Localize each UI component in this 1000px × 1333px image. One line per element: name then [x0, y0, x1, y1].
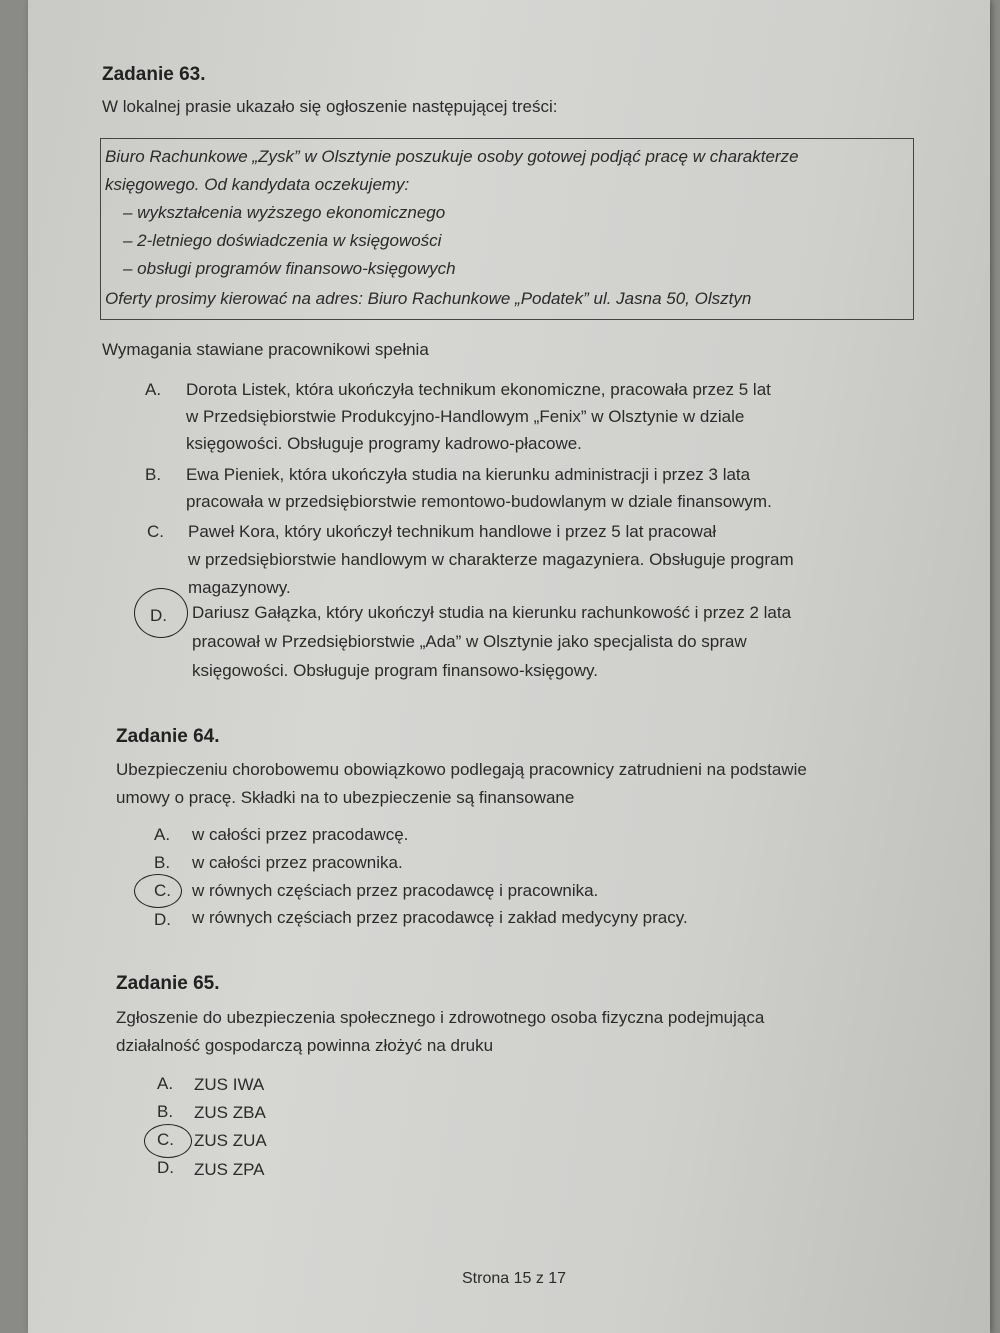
task-65-question-line: działalność gospodarczą powinna złożyć na druku	[116, 1036, 494, 1055]
task-64-option-d-letter[interactable]: D.	[154, 910, 171, 929]
task-63-option-c-line: Paweł Kora, który ukończył technikum handlowe i przez 5 lat pracował	[188, 522, 717, 541]
task-63-option-a-letter[interactable]: A.	[145, 380, 162, 399]
task-64-option-b-letter[interactable]: B.	[154, 853, 171, 872]
page-number: Strona 15 z 17	[462, 1270, 567, 1287]
ad-line: Oferty prosimy kierować na adres: Biuro Rachunkowe „Podatek” ul. Jasna 50, Olsztyn	[105, 289, 752, 308]
task-63-option-a-line: w Przedsiębiorstwie Produkcyjno-Handlowym „Fenix” w Olsztynie w dziale	[186, 407, 745, 426]
task-63-question: Wymagania stawiane pracownikowi spełnia	[102, 340, 429, 359]
task-65-option-d-letter[interactable]: D.	[157, 1158, 174, 1177]
task-63-option-c-letter[interactable]: C.	[147, 522, 164, 541]
ad-line: księgowego. Od kandydata oczekujemy:	[105, 175, 410, 194]
task-65-question-line: Zgłoszenie do ubezpieczenia społecznego i zdrowotnego osoba fizyczna podejmująca	[116, 1008, 765, 1027]
ad-line: – wykształcenia wyższego ekonomicznego	[123, 203, 446, 222]
task-65-option-a-letter[interactable]: A.	[157, 1074, 174, 1093]
task-64-title: Zadanie 64.	[116, 726, 220, 747]
ad-line: Biuro Rachunkowe „Zysk” w Olsztynie poszukuje osoby gotowej podjąć pracę w charakterze	[105, 147, 799, 166]
task-65-option-b-text: ZUS ZBA	[194, 1103, 266, 1122]
task-64-option-d-text: w równych częściach przez pracodawcę i zakład medycyny pracy.	[192, 908, 688, 927]
task-64-option-c-letter[interactable]: C.	[154, 881, 171, 900]
task-65-option-d-text: ZUS ZPA	[194, 1160, 265, 1179]
task-63-option-b-letter[interactable]: B.	[145, 465, 162, 484]
task-63-intro: W lokalnej prasie ukazało się ogłoszenie następującej treści:	[102, 97, 558, 116]
ad-line: – 2-letniego doświadczenia w księgowości	[123, 231, 442, 250]
task-65-option-a-text: ZUS IWA	[194, 1075, 265, 1094]
task-63-option-a-line: księgowości. Obsługuje programy kadrowo-płacowe.	[186, 434, 582, 453]
task-63-option-d-line: pracował w Przedsiębiorstwie „Ada” w Olsztynie jako specjalista do spraw	[192, 632, 747, 651]
task-65-title: Zadanie 65.	[116, 973, 220, 994]
task-63-option-b-line: pracowała w przedsiębiorstwie remontowo-budowlanym w dziale finansowym.	[186, 492, 772, 511]
task-64-option-a-text: w całości przez pracodawcę.	[192, 825, 409, 844]
task-63-option-d-line: księgowości. Obsługuje program finansowo-księgowy.	[192, 661, 598, 680]
task-63-option-d-line: Dariusz Gałązka, który ukończył studia na kierunku rachunkowość i przez 2 lata	[192, 603, 792, 622]
task-64-option-a-letter[interactable]: A.	[154, 825, 171, 844]
task-63-option-c-line: magazynowy.	[188, 578, 291, 597]
task-63-option-b-line: Ewa Pieniek, która ukończyła studia na kierunku administracji i przez 3 lata	[186, 465, 751, 484]
task-63-option-c-line: w przedsiębiorstwie handlowym w charakterze magazyniera. Obsługuje program	[188, 550, 794, 569]
ad-line: – obsługi programów finansowo-księgowych	[123, 259, 456, 278]
task-65-option-c-letter[interactable]: C.	[157, 1130, 174, 1149]
task-64-question-line: umowy o pracę. Składki na to ubezpieczenie są finansowane	[116, 788, 575, 807]
task-64-question-line: Ubezpieczeniu chorobowemu obowiązkowo podlegają pracownicy zatrudnieni na podstawie	[116, 760, 807, 779]
advertisement-box	[100, 138, 914, 320]
task-65-option-c-text: ZUS ZUA	[194, 1131, 267, 1150]
task-63-option-a-line: Dorota Listek, która ukończyła technikum ekonomiczne, pracowała przez 5 lat	[186, 380, 771, 399]
task-64-option-b-text: w całości przez pracownika.	[192, 853, 403, 872]
task-63-title: Zadanie 63.	[102, 64, 206, 85]
task-63-option-d-letter[interactable]: D.	[150, 606, 167, 625]
task-65-option-b-letter[interactable]: B.	[157, 1102, 174, 1121]
task-64-option-c-text: w równych częściach przez pracodawcę i pracownika.	[192, 881, 599, 900]
